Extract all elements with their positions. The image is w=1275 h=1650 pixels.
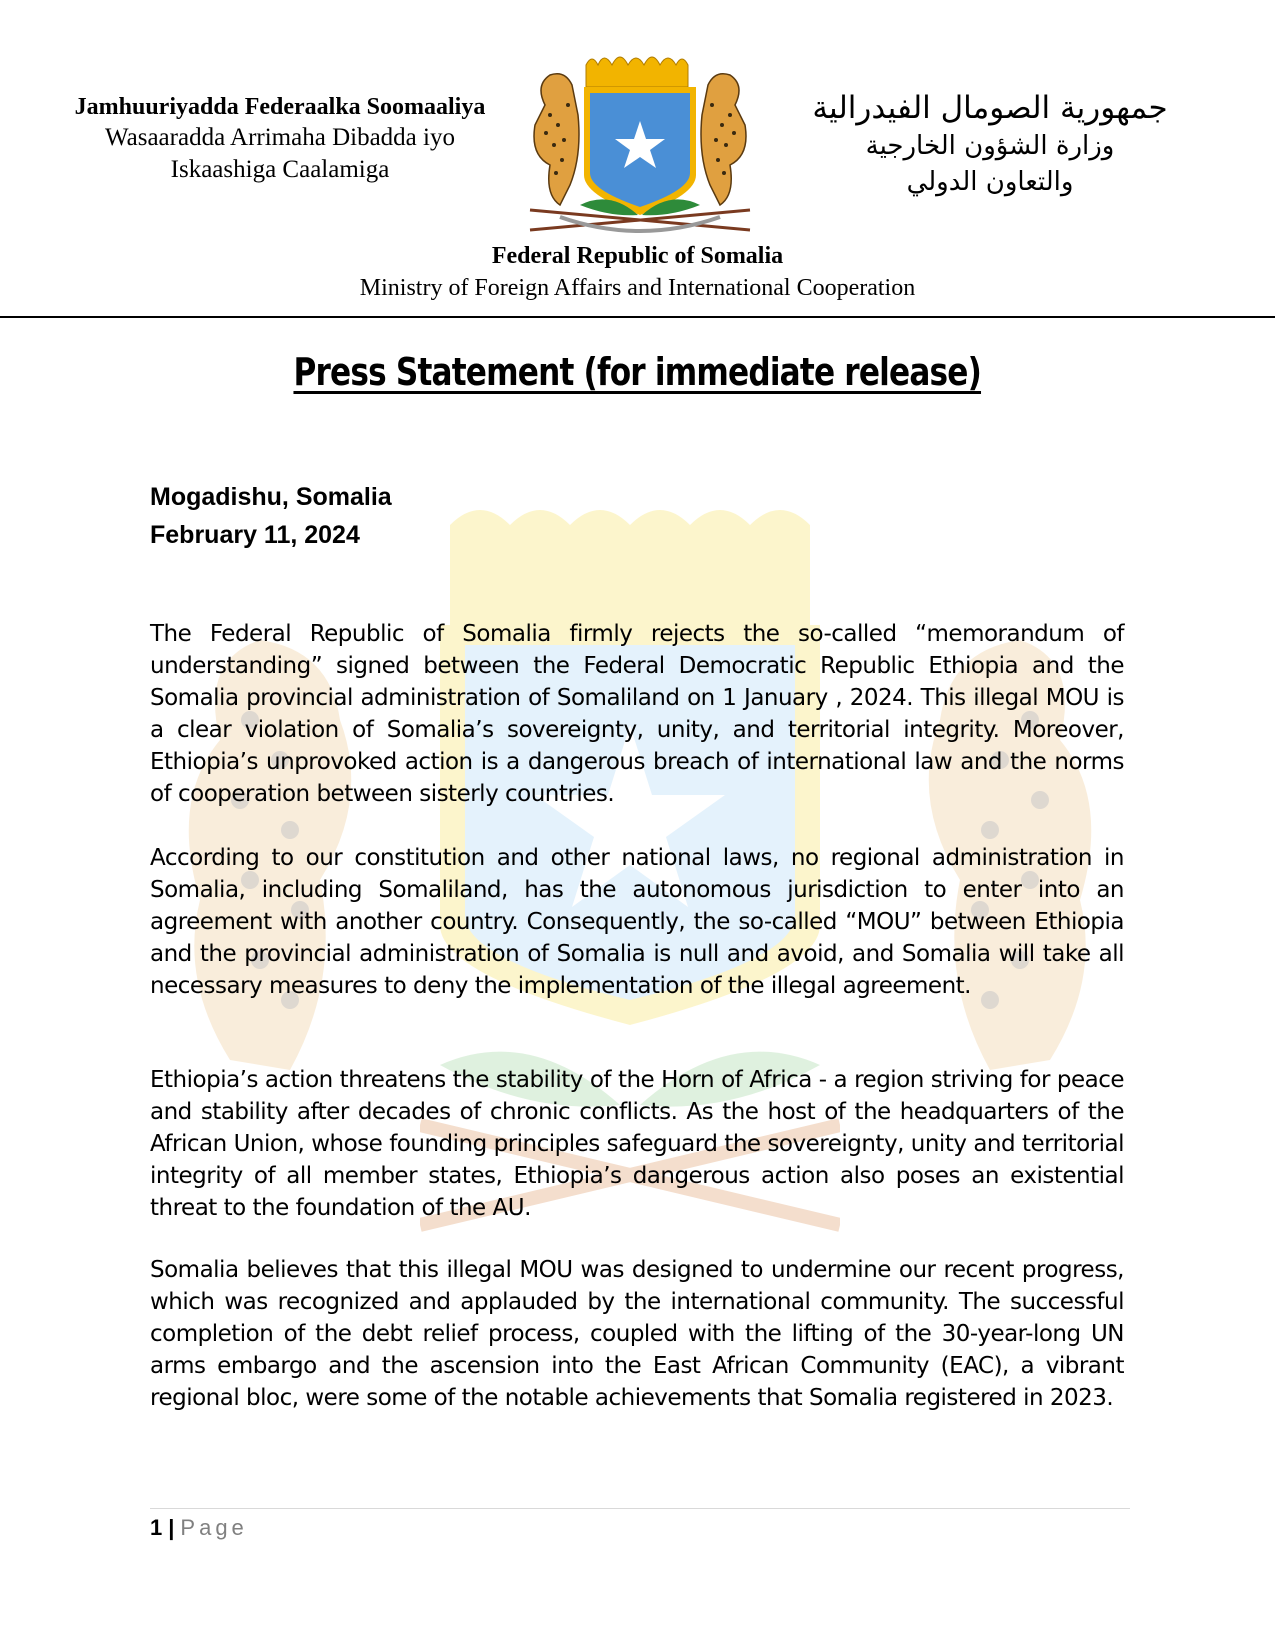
english-ministry-name: Ministry of Foreign Affairs and International Cooperation — [359, 275, 916, 301]
somali-letterhead — [40, 92, 520, 186]
statement-body — [150, 478, 1124, 1411]
paragraph-2: According to our constitution and other national laws, no regional administration in Somalia, including Somaliland, has the autonomous jurisdiction to enter into an agreement with another country. Consequently, the so-called “MOU” between Ethiopia and the provincial administration of Somalia is null and avoid, and Somalia will take all necessary measures to deny the implementation of the illegal agreement. — [150, 845, 1124, 999]
dateline-date: February 11, 2024 — [150, 521, 360, 549]
letterhead-divider — [0, 316, 1275, 318]
page-title — [0, 350, 1275, 394]
page-label: Page — [180, 1515, 248, 1540]
letterhead — [0, 0, 1275, 320]
footer-separator: | — [168, 1515, 175, 1540]
arabic-letterhead — [740, 88, 1240, 200]
coat-of-arms-icon — [520, 45, 760, 240]
leopard-left-icon — [534, 74, 579, 205]
english-letterhead — [0, 240, 1275, 304]
press-statement-title: Press Statement (for immediate release) — [293, 350, 982, 394]
somali-country-name: Jamhuuriyadda Federaalka Soomaaliya — [74, 94, 486, 120]
somali-ministry-line1: Wasaaradda Arrimaha Dibadda iyo — [105, 124, 455, 151]
arabic-ministry-line2: والتعاون الدولي — [906, 167, 1074, 197]
english-country-name: Federal Republic of Somalia — [491, 243, 784, 269]
arabic-country-name: جمهورية الصومال الفيدرالية — [812, 90, 1168, 126]
somali-ministry-line2: Iskaashiga Caalamiga — [170, 156, 390, 183]
paragraph-3: Ethiopia’s action threatens the stability of the Horn of Africa - a region striving for peace and stability after decades of chronic conflicts. As the host of the headquarters of the African Union, whose founding principles safeguard the sovereignty, unity and territorial integrity of all member states, Ethiopia’s dangerous action also poses an existential threat to the foundation of the AU. — [150, 1067, 1124, 1221]
arabic-ministry-line1: وزارة الشؤون الخارجية — [865, 131, 1115, 161]
paragraph-4: Somalia believes that this illegal MOU was designed to undermine our recent progress, which was recognized and applauded by the international community. The successful completion of the debt relief process, coupled with the lifting of the 30-year-long UN arms embargo and the ascension into the East African Community (EAC), a vibrant regional bloc, were some of the notable achievements that Somalia registered in 2023. — [150, 1257, 1124, 1411]
paragraph-1: The Federal Republic of Somalia firmly rejects the so-called “memorandum of understanding” signed between the Federal Democratic Republic Ethiopia and the Somalia provincial administration of Somaliland on 1 January , 2024. This illegal MOU is a clear violation of Somalia’s sovereignty, unity, and territorial integrity. Moreover, Ethiopia’s unprovoked action is a dangerous breach of international law and the norms of cooperation between sisterly countries. — [150, 621, 1124, 807]
page-footer — [150, 1508, 1130, 1541]
dateline-location: Mogadishu, Somalia — [150, 483, 392, 511]
page-number: 1 — [150, 1515, 163, 1540]
